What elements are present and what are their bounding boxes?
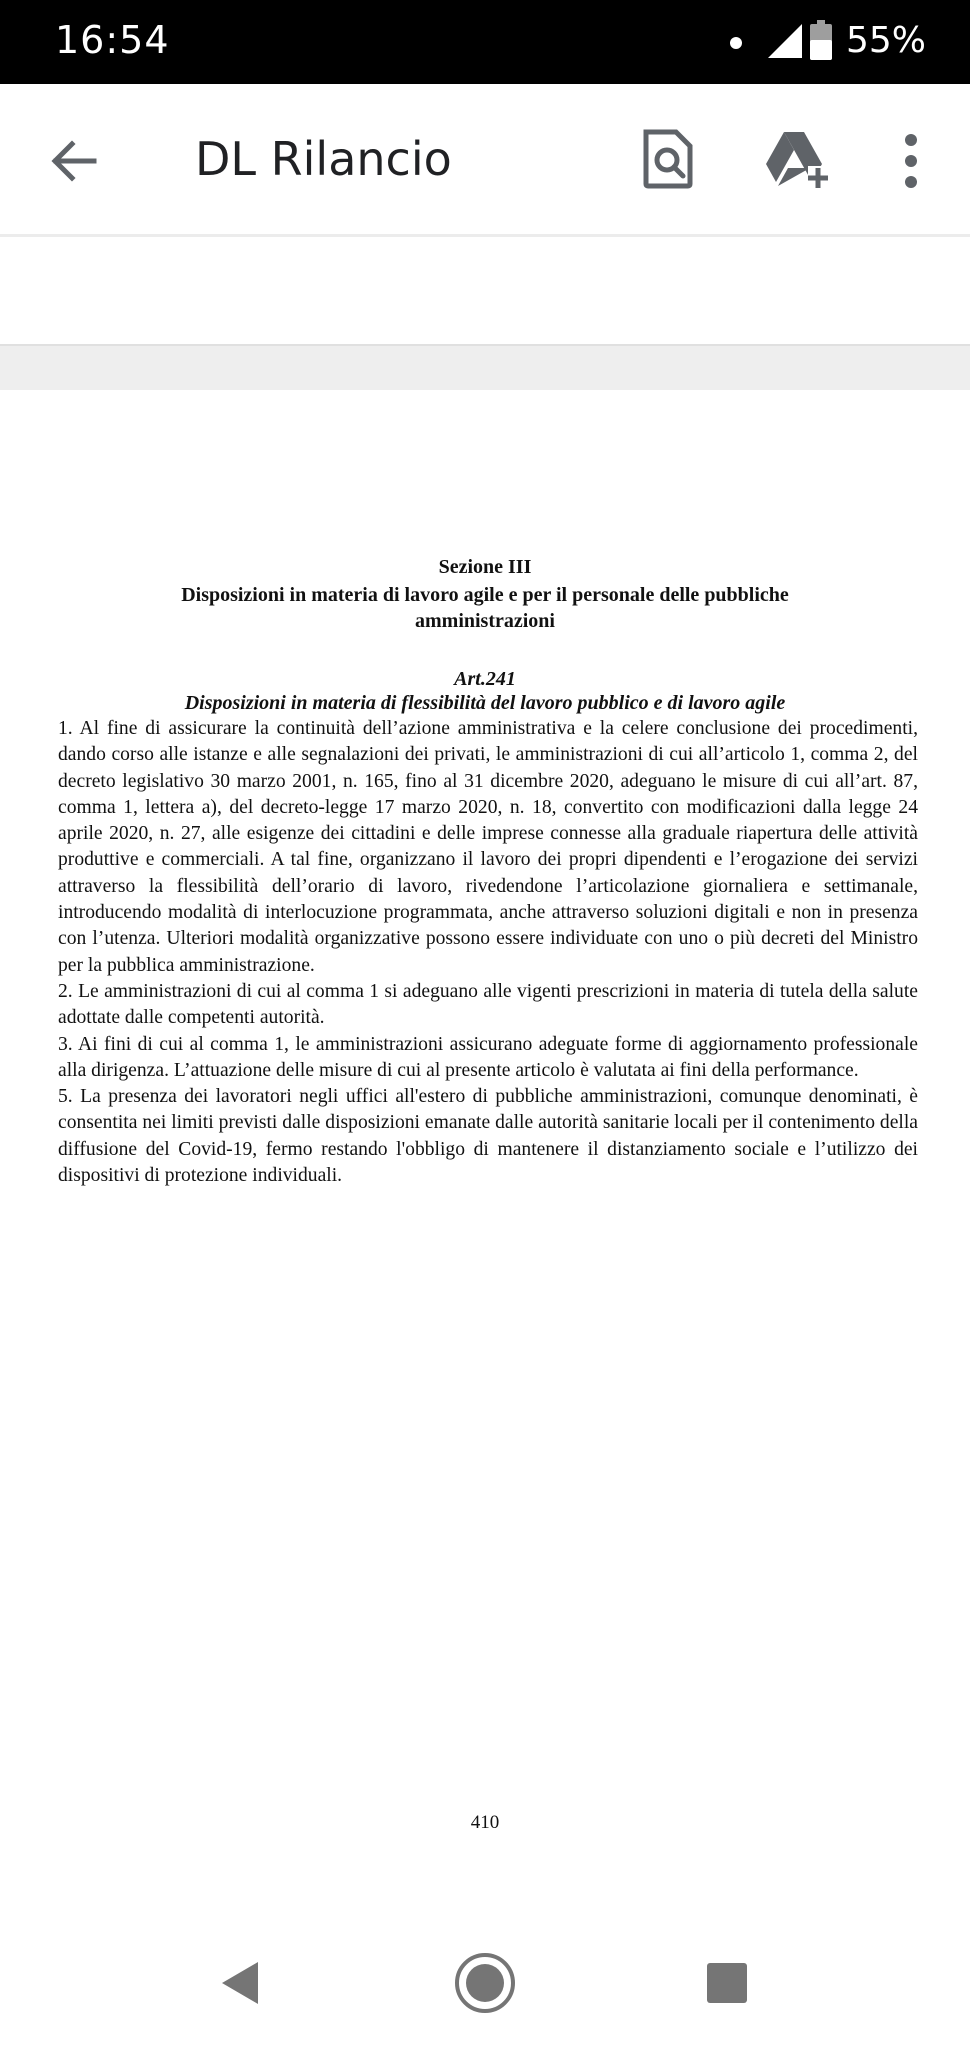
document-title: DL Rilancio	[195, 132, 452, 186]
add-to-drive-icon[interactable]	[764, 130, 830, 190]
article-body	[58, 716, 918, 1189]
nav-back-icon[interactable]	[220, 1960, 260, 2006]
paragraph-1: 1. Al fine di assicurare la continuità dell’azione amministrativa e la celere conclusione dei procedimenti, dando corso alle istanze e alle segnalazioni dei privati, le amministrazioni di cui all’articolo 1, comma 2, del decreto legislativo 30 marzo 2001, n. 165, fino al 31 dicembre 2020, adeguano le misure di cui all’art. 87, comma 1, lettera a), del decreto-legge 17 marzo 2020, n. 18, convertito con modificazioni dalla legge 24 aprile 2020, n. 27, alle esigenze dei cittadini e delle imprese connesse alla graduale riapertura delle attività produttive e commerciali. A tal fine, organizzano il lavoro dei propri dipendenti e l’erogazione dei servizi attraverso la flessibilità dell’orario di lavoro, rivedendone l’articolazione giornaliera e settimanale, introducendo modalità di interlocuzione programmata, anche attraverso soluzioni digitali e non in presenza con l’utenza. Ulteriori modalità organizzative possono essere individuate con uno o più decreti del Ministro per la pubblica amministrazione.	[58, 718, 918, 976]
section-title: Sezione III	[438, 556, 532, 578]
more-vert-icon[interactable]	[896, 132, 926, 190]
nav-recents-icon[interactable]	[706, 1962, 748, 2004]
document-page[interactable]	[0, 390, 970, 1870]
status-time: 16:54	[55, 18, 170, 62]
paragraph-3: 3. Ai fini di cui al comma 1, le amministrazioni assicurano adeguate forme di aggiornamento professionale alla dirigenza. L’attuazione delle misure di cui al presente articolo è valutata ai fini della performance.	[58, 1033, 918, 1081]
status-bar	[0, 0, 970, 84]
paragraph-2: 2. Le amministrazioni di cui al comma 1 si adeguano alle vigenti prescrizioni in materia di tutela della salute adottate dalle competenti autorità.	[58, 980, 918, 1029]
paragraph-5: 5. La presenza dei lavoratori negli uffici all'estero di pubbliche amministrazioni, comunque denominati, è consentita nei limiti previsti dalle disposizioni emanate dalle autorità sanitarie locali per il contenimento della diffusione del Covid-19, fermo restando l'obbligo di mantenere il distanziamento sociale e l’utilizzo dei dispositivi di protezione individuali.	[58, 1086, 918, 1187]
navigation-bar	[0, 1900, 970, 2048]
section-subtitle	[0, 582, 970, 634]
arrow-back-icon[interactable]	[48, 136, 98, 186]
find-in-page-icon[interactable]	[640, 128, 696, 190]
page-number: 410	[470, 1812, 500, 1833]
nav-home-icon[interactable]	[454, 1952, 516, 2014]
app-bar	[0, 84, 970, 237]
battery-icon	[810, 20, 832, 60]
article-title: Disposizioni in materia di flessibilità del lavoro pubblico e di lavoro agile	[184, 692, 786, 714]
notification-dot-icon	[730, 37, 742, 49]
page-separator	[0, 344, 970, 392]
section-subtitle-text: Disposizioni in materia di lavoro agile e per il personale delle pubbliche amministrazioni	[181, 584, 789, 632]
article-number: Art.241	[454, 668, 516, 690]
signal-icon	[768, 24, 802, 58]
battery-percentage: 55%	[846, 20, 927, 61]
